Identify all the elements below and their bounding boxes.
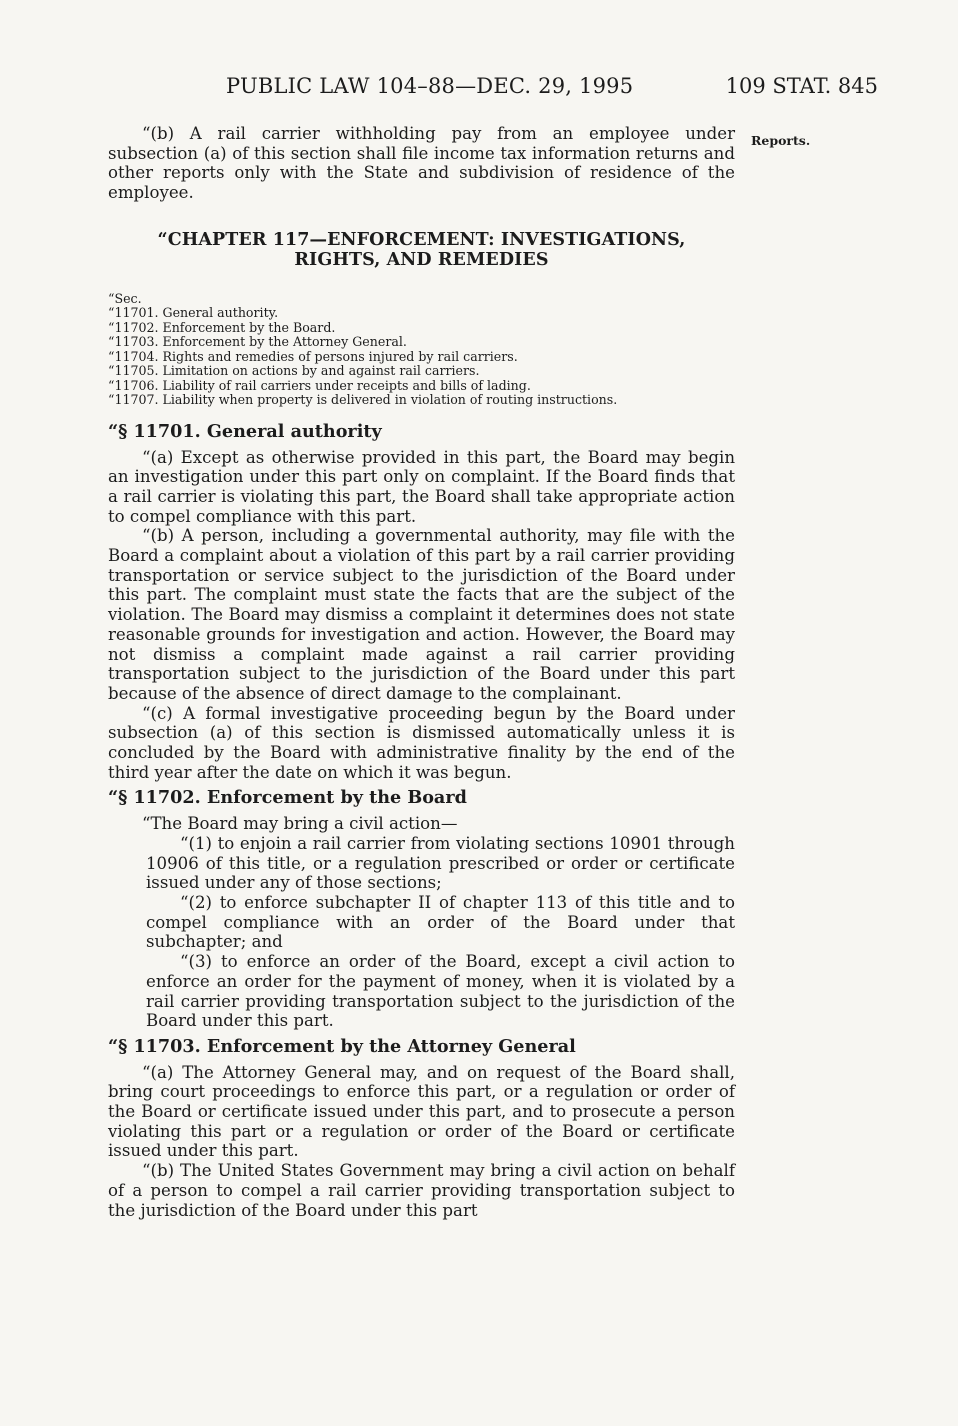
chapter-title — [108, 230, 735, 270]
chapter-title-line2: RIGHTS, AND REMEDIES — [294, 249, 549, 270]
toc-item: “11705. Limitation on actions by and against rail carriers. — [108, 363, 480, 379]
intro-paragraph: “(b) A rail carrier withholding pay from an employee under subsection (a) of this section shall file income tax information returns and other reports only with the State and subdivision of residence of the employee. — [108, 124, 735, 203]
toc-item: “11704. Rights and remedies of persons injured by rail carriers. — [108, 348, 518, 364]
toc-item: “11702. Enforcement by the Board. — [108, 319, 336, 335]
section-heading-11702: “§ 11702. Enforcement by the Board — [108, 787, 467, 809]
page-header — [108, 74, 878, 108]
toc-item: “11706. Liability of rail carriers under receipts and bills of lading. — [108, 377, 531, 393]
paragraph: “(a) The Attorney General may, and on request of the Board shall, bring court proceedings to enforce this part, or a regulation or order of the Board or certificate issued under this part, and to prosecute a person violating this part or a regulation or order of the Board or certificate issued under this part. — [108, 1062, 735, 1161]
paragraph: “(c) A formal investigative proceeding begun by the Board under subsection (a) of this section is dismissed automatically unless it is concluded by the Board with administrative finality by the end of the third year after the date on which it was begun. — [108, 703, 735, 782]
list-item: “(2) to enforce subchapter II of chapter 113 of this title and to compel compliance with an order of the Board under that subchapter; and — [146, 892, 735, 952]
toc-label: “Sec. — [108, 290, 142, 306]
table-of-sections — [108, 292, 735, 408]
paragraph: “The Board may bring a civil action— — [142, 814, 458, 834]
toc-item: “11707. Liability when property is delivered in violation of routing instructions. — [108, 392, 618, 408]
margin-note: Reports. — [751, 133, 811, 148]
toc-item: “11701. General authority. — [108, 305, 279, 321]
header-citation: PUBLIC LAW 104–88—DEC. 29, 1995 — [226, 74, 634, 98]
toc-item: “11703. Enforcement by the Attorney General. — [108, 334, 407, 350]
body-text — [108, 124, 735, 1220]
section-heading-11703: “§ 11703. Enforcement by the Attorney General — [108, 1035, 576, 1057]
section-heading-11701: “§ 11701. General authority — [108, 420, 382, 442]
paragraph: “(a) Except as otherwise provided in this part, the Board may begin an investigation under this part only on complaint. If the Board finds that a rail carrier is violating this part, the Board shall take appropriate action to compel compliance with this part. — [108, 447, 735, 526]
paragraph: “(b) A person, including a governmental authority, may file with the Board a complaint about a violation of this part by a rail carrier providing transportation or service subject to the jurisdiction of the Board under this part. The complaint must state the facts that are the subject of the violation. The Board may dismiss a complaint it determines does not state reasonable grounds for investigation and action. However, the Board may not dismiss a complaint made against a rail carrier providing transportation subject to the jurisdiction of the Board under this part because of the absence of direct damage to the complainant. — [108, 526, 735, 703]
paragraph: “(b) The United States Government may bring a civil action on behalf of a person to compel a rail carrier providing transportation subject to the jurisdiction of the Board under this part — [108, 1161, 735, 1220]
chapter-title-line1: “CHAPTER 117—ENFORCEMENT: INVESTIGATIONS, — [157, 229, 686, 250]
header-page-number: 109 STAT. 845 — [725, 74, 878, 98]
list-item: “(3) to enforce an order of the Board, except a civil action to enforce an order for the payment of money, when it is violated by a rail carrier providing transportation subject to the jurisdiction of the Board under this part. — [146, 952, 735, 1031]
list-item: “(1) to enjoin a rail carrier from violating sections 10901 through 10906 of this title, or a regulation prescribed or order or certificate issued under any of those sections; — [146, 833, 735, 893]
